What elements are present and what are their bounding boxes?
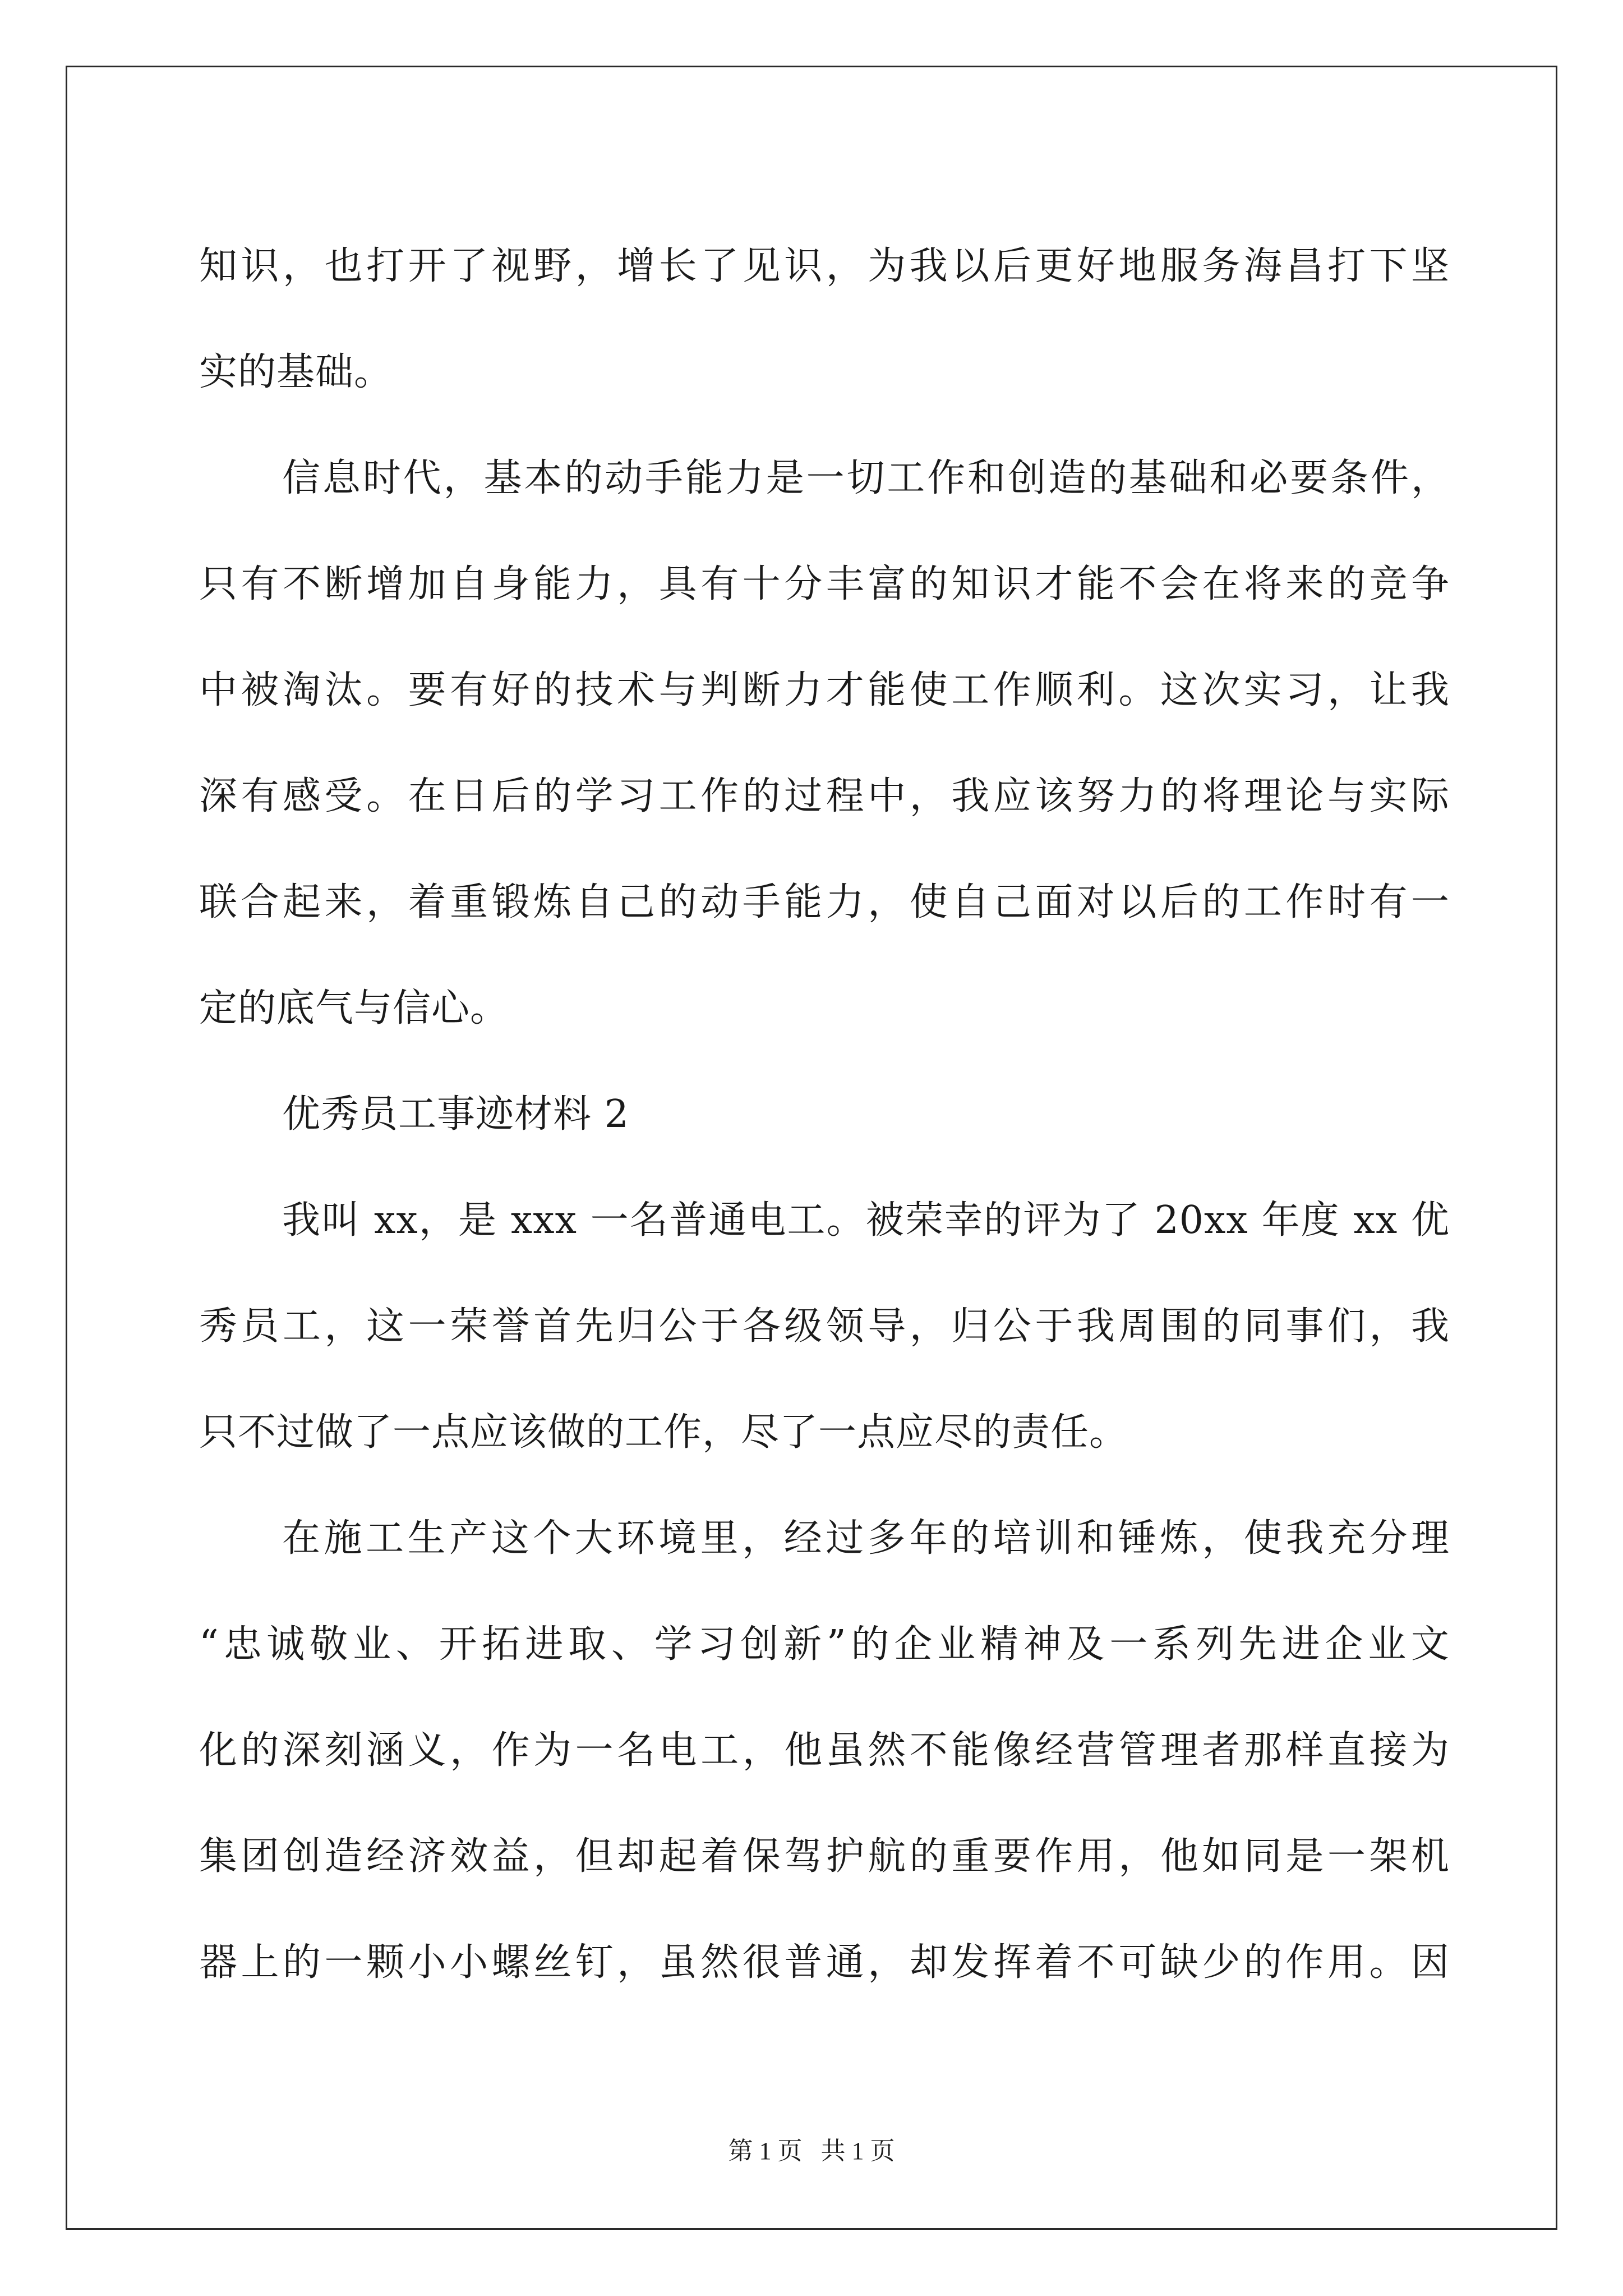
paragraph-line: 我叫 xx，是 xxx 一名普通电工。被荣幸的评为了 20xx 年度 xx 优 bbox=[282, 1198, 1450, 1243]
document-body bbox=[199, 213, 1450, 2016]
paragraph-line: 深有感受。在日后的学习工作的过程中，我应该努力的将理论与实际 bbox=[199, 774, 1450, 818]
paragraph-line: 实的基础。 bbox=[199, 350, 393, 394]
paragraph-line: 只不过做了一点应该做的工作，尽了一点应尽的责任。 bbox=[199, 1410, 1128, 1455]
paragraph-line: 只有不断增加自身能力，具有十分丰富的知识才能不会在将来的竞争 bbox=[199, 562, 1450, 606]
paragraph-line: 定的底气与信心。 bbox=[199, 986, 509, 1030]
paragraph-line: 中被淘汰。要有好的技术与判断力才能使工作顺利。这次实习，让我 bbox=[199, 668, 1450, 712]
paragraph-line: “忠诚敬业、开拓进取、学习创新”的企业精神及一系列先进企业文 bbox=[199, 1622, 1450, 1667]
paragraph-line: 器上的一颗小小螺丝钉，虽然很普通，却发挥着不可缺少的作用。因 bbox=[199, 1940, 1450, 1985]
paragraph-line: 化的深刻涵义，作为一名电工，他虽然不能像经营管理者那样直接为 bbox=[199, 1728, 1450, 1773]
paragraph-line: 联合起来，着重锻炼自己的动手能力，使自己面对以后的工作时有一 bbox=[199, 880, 1450, 924]
page-number-footer: 第 1 页 共 1 页 bbox=[728, 2137, 895, 2165]
paragraph-line: 在施工生产这个大环境里，经过多年的培训和锤炼，使我充分理 bbox=[282, 1516, 1450, 1561]
paragraph-line: 信息时代，基本的动手能力是一切工作和创造的基础和必要条件， bbox=[282, 456, 1450, 500]
paragraph-line: 集团创造经济效益，但却起着保驾护航的重要作用，他如同是一架机 bbox=[199, 1834, 1450, 1879]
paragraph-line: 秀员工，这一荣誉首先归公于各级领导，归公于我周围的同事们，我 bbox=[199, 1304, 1450, 1349]
paragraph-line: 知识，也打开了视野，增长了见识，为我以后更好地服务海昌打下坚 bbox=[199, 244, 1450, 288]
section-heading: 优秀员工事迹材料 2 bbox=[282, 1092, 629, 1137]
